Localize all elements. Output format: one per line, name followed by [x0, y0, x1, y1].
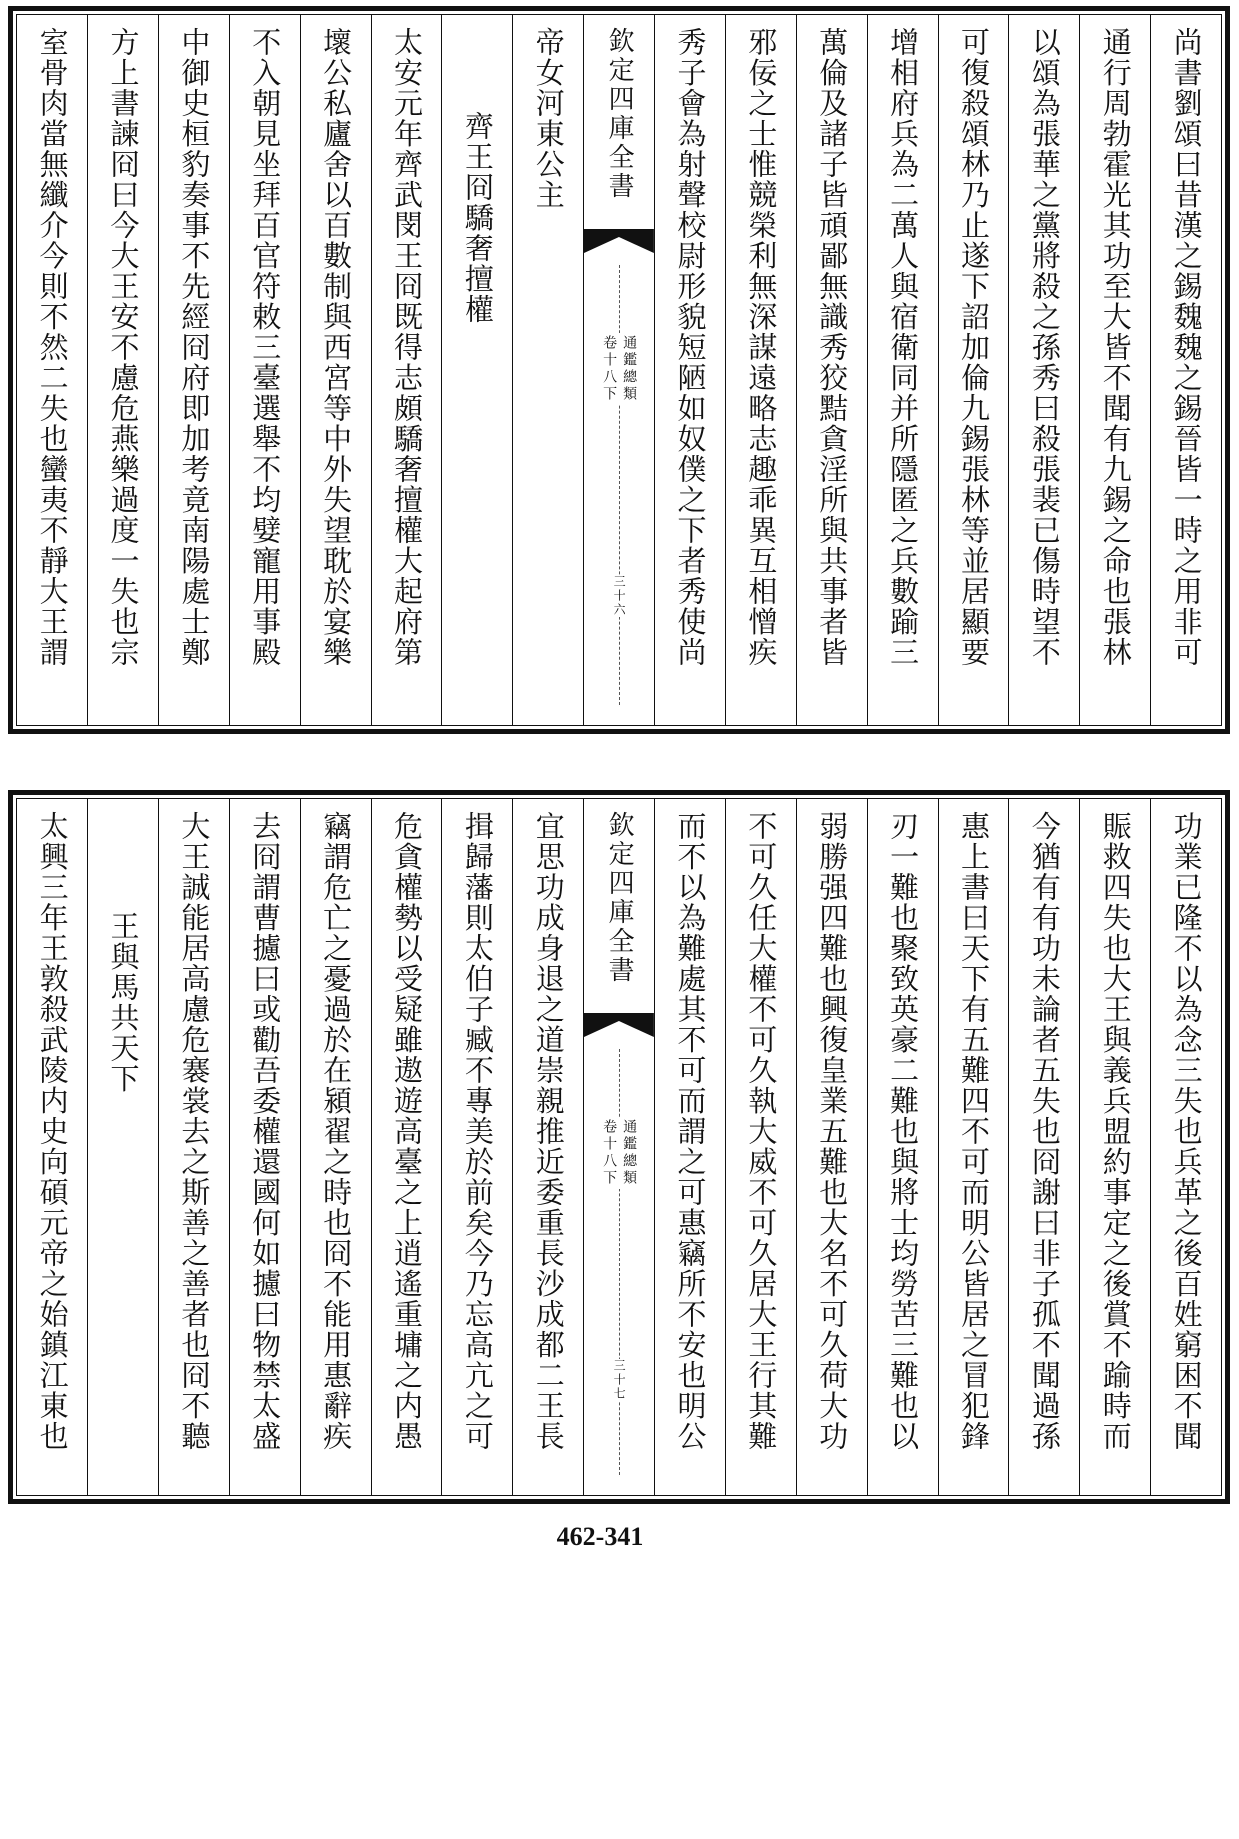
column-text: 竊謂危亡之憂過於在潁翟之時也冏不能用惠辭疾	[319, 811, 354, 1452]
center-book-info	[584, 333, 654, 405]
column-text: 而不以為難處其不可而謂之可惠竊所不安也明公	[673, 811, 708, 1452]
center-volume: 卷十八下	[601, 335, 618, 403]
column-text: 邪佞之士惟競榮利無深謀遠略志趣乖異互相憎疾	[744, 27, 779, 668]
heading-column	[441, 15, 512, 725]
column-text: 秀子會為射聲校尉形貌短陋如奴僕之下者秀使尚	[673, 27, 708, 668]
text-column	[17, 799, 87, 1495]
center-book-title	[584, 27, 654, 201]
column-text: 增相府兵為二萬人與宿衛同并所隱匿之兵數踰三	[886, 27, 921, 668]
text-column	[512, 15, 583, 725]
column-text: 今猶有有功未論者五失也冏謝曰非子孤不聞過孫	[1027, 811, 1062, 1452]
column-text: 壞公私廬舍以百數制與西宮等中外失望耽於宴樂	[319, 27, 354, 668]
text-column	[1008, 15, 1079, 725]
text-column	[17, 15, 87, 725]
column-text: 刃一難也聚致英豪二難也與將士均勞苦三難也以	[886, 811, 921, 1452]
column-text: 弱勝强四難也興復皇業五難也大名不可久荷大功	[815, 811, 850, 1452]
center-book-title-text: 欽定四庫全書	[604, 27, 635, 201]
text-column	[371, 799, 442, 1495]
section-heading: 王與馬共天下	[106, 911, 141, 1094]
column-text: 宜思功成身退之道崇親推近委重長沙成都二王長	[531, 811, 566, 1452]
column-text: 惠上書曰天下有五難四不可而明公皆居之冒犯鋒	[956, 811, 991, 1452]
column-text: 方上書諫冏曰今大王安不慮危燕樂過度一失也宗	[106, 27, 141, 668]
column-text: 危貪權勢以受疑雖遨遊高臺之上逍遙重墉之内愚	[389, 811, 424, 1452]
text-column	[867, 799, 938, 1495]
column-text: 尚書劉頌曰昔漢之錫魏魏之錫晉皆一時之用非可	[1169, 27, 1204, 668]
text-column	[512, 799, 583, 1495]
text-column	[441, 799, 512, 1495]
column-text: 通行周勃霍光其功至大皆不聞有九錫之命也張林	[1098, 27, 1133, 668]
center-folio-text: 三十六	[612, 575, 627, 617]
center-book-info	[584, 1117, 654, 1189]
text-column	[1150, 799, 1221, 1495]
text-column	[654, 799, 725, 1495]
center-fold-column	[583, 15, 654, 725]
column-text: 不入朝見坐拜百官符敕三臺選舉不均嬖寵用事殿	[248, 27, 283, 668]
text-column	[725, 799, 796, 1495]
text-column	[229, 799, 300, 1495]
center-fold-column	[583, 799, 654, 1495]
column-text: 室骨肉當無纖介今則不然二失也蠻夷不靜大王謂	[35, 27, 70, 668]
text-column	[1150, 15, 1221, 725]
column-text: 功業已隆不以為念三失也兵革之後百姓窮困不聞	[1169, 811, 1204, 1452]
text-column	[300, 799, 371, 1495]
column-frame	[16, 798, 1222, 1496]
column-text: 去冏謂曹攄曰或勸吾委權還國何如攄曰物禁太盛	[248, 811, 283, 1452]
column-text: 以頌為張華之黨將殺之孫秀曰殺張裴已傷時望不	[1027, 27, 1062, 668]
column-text: 大王誠能居高慮危褰裳去之斯善之善者也冏不聽	[177, 811, 212, 1452]
page-footer-number: 462-341	[556, 1522, 644, 1551]
text-column	[725, 15, 796, 725]
center-folio	[584, 575, 654, 617]
center-book-name: 通鑑總類	[621, 1119, 638, 1187]
fishtail-mark	[584, 1013, 654, 1043]
text-column	[1079, 15, 1150, 725]
heading-column	[87, 799, 158, 1495]
column-text: 太安元年齊武閔王冏既得志頗驕奢擅權大起府第	[389, 27, 424, 668]
center-book-name: 通鑑總類	[621, 335, 638, 403]
upper-half-page	[8, 6, 1230, 734]
column-text: 不可久任大權不可久執大威不可久居大王行其難	[744, 811, 779, 1452]
fishtail-mark	[584, 229, 654, 259]
text-column	[1079, 799, 1150, 1495]
column-text: 太興三年王敦殺武陵内史向碩元帝之始鎮江東也	[35, 811, 70, 1452]
text-column	[158, 15, 229, 725]
center-book-title	[584, 811, 654, 985]
center-volume: 卷十八下	[601, 1119, 618, 1187]
center-folio-text: 三十七	[612, 1359, 627, 1401]
column-text: 揖歸藩則太伯子臧不專美於前矣今乃忘高亢之可	[460, 811, 495, 1452]
column-text: 帝女河東公主	[531, 27, 566, 210]
text-column	[867, 15, 938, 725]
text-column	[938, 15, 1009, 725]
column-text: 可復殺頌林乃止遂下詔加倫九錫張林等並居顯要	[956, 27, 991, 668]
center-folio	[584, 1359, 654, 1401]
section-heading: 齊王冏驕奢擅權	[460, 111, 495, 325]
text-column	[371, 15, 442, 725]
text-column	[796, 15, 867, 725]
column-frame	[16, 14, 1222, 726]
text-column	[229, 15, 300, 725]
text-column	[158, 799, 229, 1495]
text-column	[87, 15, 158, 725]
fold-guide-line	[619, 265, 620, 705]
text-column	[300, 15, 371, 725]
column-text: 萬倫及諸子皆頑鄙無識秀狡黠貪淫所與共事者皆	[815, 27, 850, 668]
column-text: 賑救四失也大王與義兵盟約事定之後賞不踰時而	[1098, 811, 1133, 1452]
text-column	[796, 799, 867, 1495]
text-column	[654, 15, 725, 725]
center-book-title-text: 欽定四庫全書	[604, 811, 635, 985]
text-column	[1008, 799, 1079, 1495]
lower-half-page	[8, 790, 1230, 1504]
text-column	[938, 799, 1009, 1495]
column-text: 中御史桓豹奏事不先經冏府即加考竟南陽處士鄭	[177, 27, 212, 668]
fold-guide-line	[619, 1049, 620, 1475]
